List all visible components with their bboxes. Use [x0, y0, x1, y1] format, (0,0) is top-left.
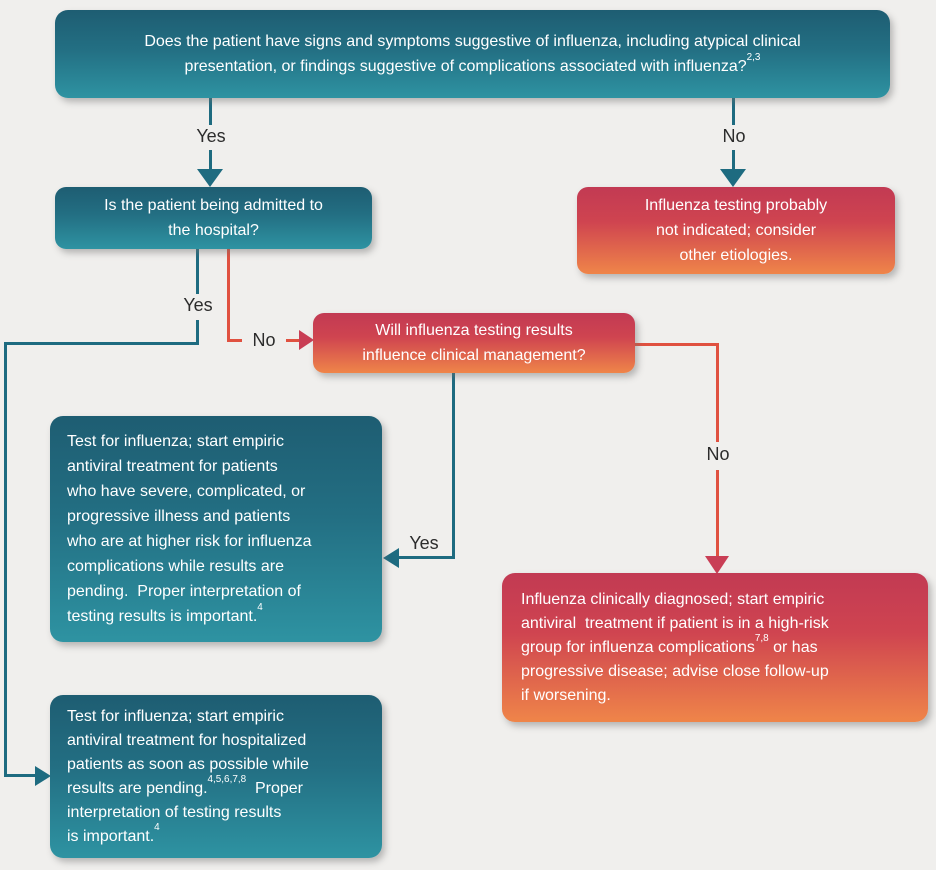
connector-admitted-yes-line: [4, 342, 7, 777]
node-admitted-question: [55, 187, 372, 249]
connector-will-yes-line: [452, 372, 455, 558]
label-yes-top: Yes: [196, 126, 226, 146]
label-yes-will: Yes: [409, 533, 439, 553]
arrowhead-down-icon: [720, 169, 746, 187]
connector-will-no-line: [716, 343, 719, 442]
node-admitted-question-text: Is the patient being admitted to the hospital?: [104, 197, 323, 239]
node-clinically-diagnosed: [502, 573, 928, 722]
node-clinically-diagnosed-text: Influenza clinically diagnosed; start empiric antiviral treatment if patient is in a high-risk group for influenza complications$^{7,8}$ or has progressive disease; advise close follow-up if worsening.: [521, 590, 829, 704]
connector-top-no-line: [732, 150, 735, 171]
connector-top-yes-line: [209, 150, 212, 171]
node-symptoms-question: [55, 10, 890, 98]
connector-admitted-no-line: [227, 248, 230, 340]
node-testing-not-indicated: [577, 187, 895, 274]
label-no-admitted: No: [252, 330, 276, 350]
connector-admitted-yes-line: [196, 248, 199, 294]
node-will-testing-influence-text: Will influenza testing results influence clinical management?: [362, 322, 586, 364]
connector-will-no-line: [716, 470, 719, 557]
label-no-will: No: [706, 444, 730, 464]
node-test-hospitalized-text: Test for influenza; start empiric antiviral treatment for hospitalized patients as soon as possible while results are pending.$^{4,5,6,7,8}$ Proper interpretation of testing results is important.$^4$: [67, 707, 309, 845]
connector-admitted-no-line: [286, 339, 300, 342]
connector-will-yes-line: [399, 556, 455, 559]
connector-will-no-line: [635, 343, 719, 346]
connector-admitted-yes-line: [4, 774, 35, 777]
connector-top-no-line: [732, 97, 735, 125]
connector-admitted-yes-line: [4, 342, 199, 345]
arrowhead-down-icon: [197, 169, 223, 187]
label-yes-admitted: Yes: [183, 295, 213, 315]
node-test-outpatient-text: Test for influenza; start empiric antiviral treatment for patients who have severe, complicated, or progressive illness and patients who are at higher risk for influenza complications while results are pending. Proper interpretation of testing results is important.$^4$: [67, 433, 312, 625]
node-testing-not-indicated-text: Influenza testing probably not indicated; consider other etiologies.: [644, 197, 828, 264]
node-test-outpatient: [50, 416, 382, 642]
node-test-hospitalized: [50, 695, 382, 858]
arrowhead-left-icon: [383, 548, 399, 568]
arrowhead-down-icon: [705, 556, 729, 574]
node-symptoms-question-text: Does the patient have signs and symptoms suggestive of influenza, including atypical clinical presentation, or findings suggestive of complications associated with influenza?$^{2,3}$: [144, 33, 801, 75]
node-will-testing-influence: [313, 313, 635, 373]
arrowhead-right-icon: [299, 330, 314, 350]
label-no-top: No: [722, 126, 746, 146]
arrowhead-right-icon: [35, 766, 51, 786]
connector-top-yes-line: [209, 97, 212, 125]
